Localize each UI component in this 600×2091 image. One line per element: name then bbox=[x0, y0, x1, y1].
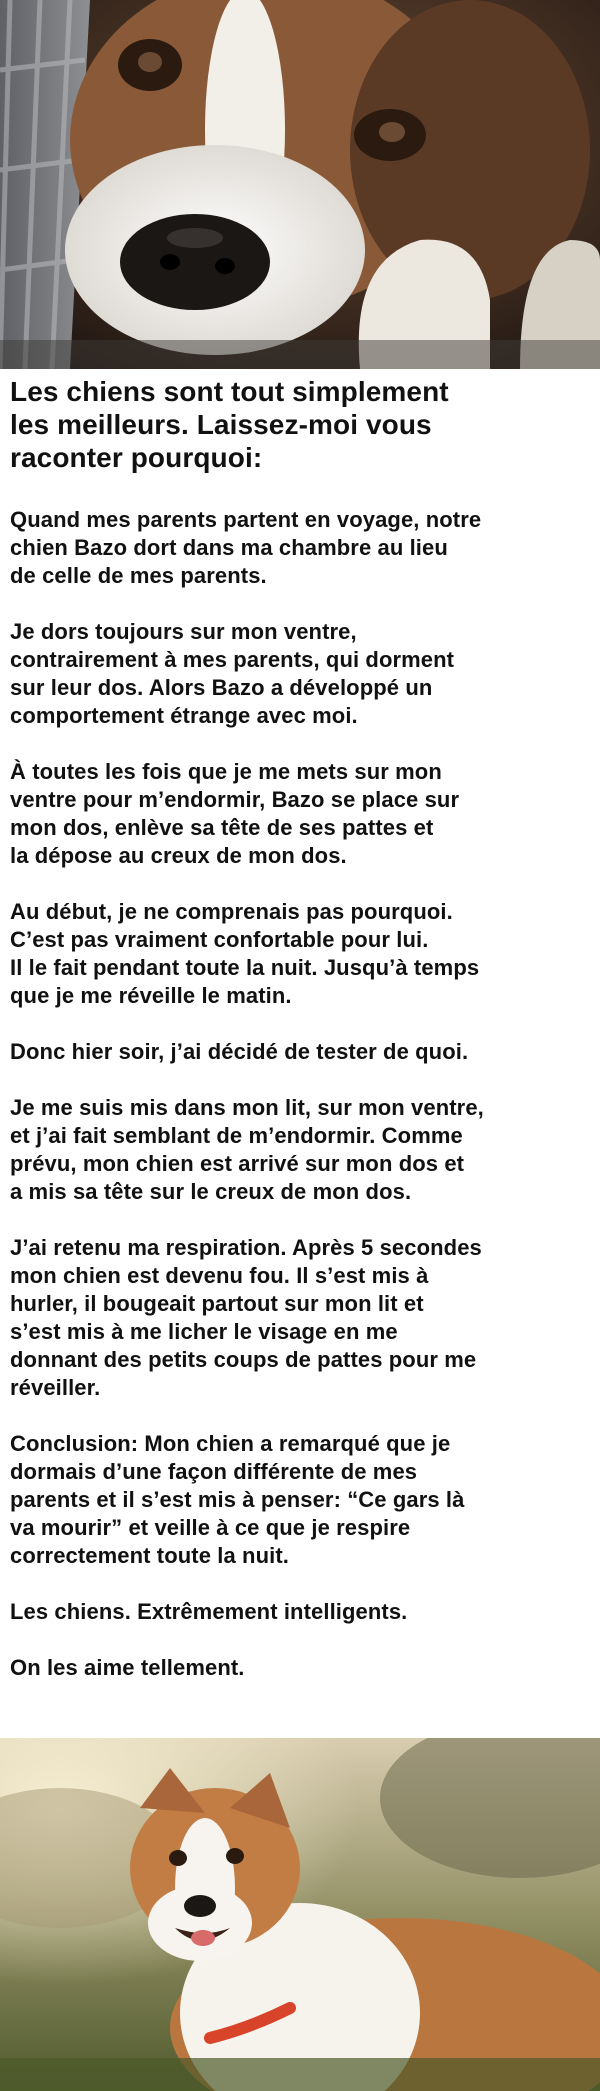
paragraph-line: prévu, mon chien est arrivé sur mon dos et bbox=[10, 1151, 465, 1176]
article-paragraph bbox=[10, 618, 598, 730]
paragraph-line: Il le fait pendant toute la nuit. Jusqu’à temps bbox=[10, 955, 480, 980]
bottom-dog-photo bbox=[0, 1738, 600, 2091]
article-paragraph bbox=[10, 1654, 598, 1682]
article-paragraph bbox=[10, 1094, 598, 1206]
article-paragraph bbox=[10, 506, 598, 590]
paragraph-line: Les chiens. Extrêmement intelligents. bbox=[10, 1599, 408, 1624]
collie-illustration bbox=[0, 1738, 600, 2091]
paragraph-line: la dépose au creux de mon dos. bbox=[10, 843, 347, 868]
article-paragraph bbox=[10, 758, 598, 870]
paragraph-line: de celle de mes parents. bbox=[10, 563, 267, 588]
article-paragraph bbox=[10, 898, 598, 1010]
paragraph-line: mon chien est devenu fou. Il s’est mis à bbox=[10, 1263, 429, 1288]
paragraph-line: dormais d’une façon différente de mes bbox=[10, 1459, 418, 1484]
article-paragraph bbox=[10, 1598, 598, 1626]
paragraph-line: va mourir” et veille à ce que je respire bbox=[10, 1515, 411, 1540]
paragraph-line: On les aime tellement. bbox=[10, 1655, 245, 1680]
paragraph-line: contrairement à mes parents, qui dorment bbox=[10, 647, 455, 672]
paragraph-line: Quand mes parents partent en voyage, notre bbox=[10, 507, 482, 532]
paragraph-line: C’est pas vraiment confortable pour lui. bbox=[10, 927, 429, 952]
paragraph-line: correctement toute la nuit. bbox=[10, 1543, 289, 1568]
paragraph-line: réveiller. bbox=[10, 1375, 101, 1400]
paragraph-line: chien Bazo dort dans ma chambre au lieu bbox=[10, 535, 448, 560]
article-paragraph bbox=[10, 1038, 598, 1066]
paragraph-line: donnant des petits coups de pattes pour me bbox=[10, 1347, 477, 1372]
paragraph-line: parents et il s’est mis à penser: “Ce gars là bbox=[10, 1487, 465, 1512]
paragraph-line: Conclusion: Mon chien a remarqué que je bbox=[10, 1431, 451, 1456]
paragraph-line: que je me réveille le matin. bbox=[10, 983, 292, 1008]
article bbox=[10, 375, 598, 1735]
paragraph-line: Au début, je ne comprenais pas pourquoi. bbox=[10, 899, 453, 924]
paragraph-line: Donc hier soir, j’ai décidé de tester de quoi. bbox=[10, 1039, 469, 1064]
article-paragraph bbox=[10, 1430, 598, 1570]
paragraph-line: sur leur dos. Alors Bazo a développé un bbox=[10, 675, 433, 700]
paragraph-line: comportement étrange avec moi. bbox=[10, 703, 358, 728]
paragraph-line: ventre pour m’endormir, Bazo se place sur bbox=[10, 787, 460, 812]
paragraph-line: Je dors toujours sur mon ventre, bbox=[10, 619, 357, 644]
top-dog-photo bbox=[0, 0, 600, 369]
paragraph-line: J’ai retenu ma respiration. Après 5 secondes bbox=[10, 1235, 482, 1260]
paragraph-line: Je me suis mis dans mon lit, sur mon ventre, bbox=[10, 1095, 484, 1120]
article-headline: Les chiens sont tout simplement les meilleurs. Laissez-moi vous raconter pourquoi: bbox=[10, 376, 449, 473]
paragraph-line: et j’ai fait semblant de m’endormir. Comme bbox=[10, 1123, 463, 1148]
article-body bbox=[10, 506, 598, 1682]
paragraph-line: mon dos, enlève sa tête de ses pattes et bbox=[10, 815, 434, 840]
paragraph-line: s’est mis à me licher le visage en me bbox=[10, 1319, 398, 1344]
beagle-illustration bbox=[0, 0, 600, 369]
article-paragraph bbox=[10, 1234, 598, 1402]
paragraph-line: À toutes les fois que je me mets sur mon bbox=[10, 759, 442, 784]
paragraph-line: a mis sa tête sur le creux de mon dos. bbox=[10, 1179, 412, 1204]
paragraph-line: hurler, il bougeait partout sur mon lit et bbox=[10, 1291, 424, 1316]
